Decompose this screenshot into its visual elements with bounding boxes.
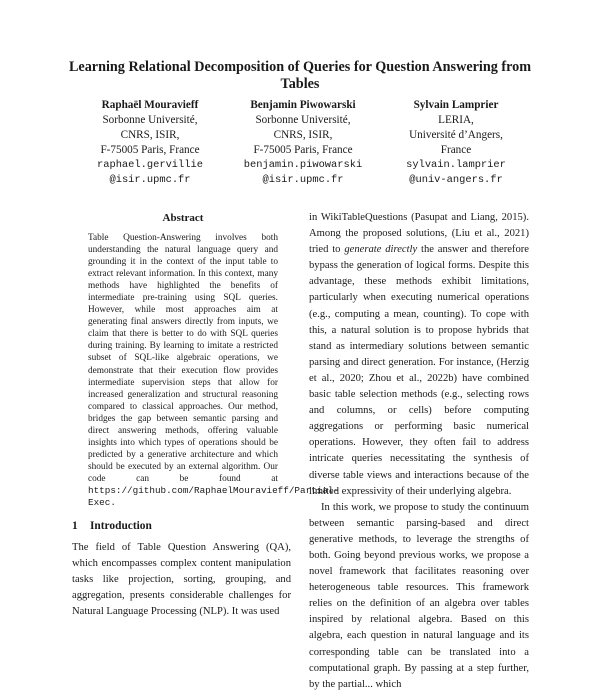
author-affiliation: F-75005 Paris, France	[100, 144, 200, 156]
author-email-domain: @isir.upmc.fr	[262, 174, 344, 186]
abstract-body	[88, 232, 340, 509]
emphasis-text: generate directly	[344, 244, 418, 256]
author-2	[223, 98, 383, 188]
author-name: Raphaël Mouravieff	[101, 99, 199, 111]
text-run: in WikiTableQuestions (Pasupat and Liang, 2015). Among the proposed solutions, (Liu et al., 2021) tried to	[309, 212, 529, 256]
section-heading-introduction	[72, 519, 292, 533]
author-email: benjamin.piwowarski	[243, 159, 363, 171]
abstract-text: Table Question-Answering involves both understanding the natural language query and grounding it in the context of the input table to extract relevant information. In this context, many methods have highlighted the benefits of intermediate pre-training using SQL queries. However, while most approaches aim at generating final answers directly from inputs, we claim that there is better to do with SQL queries during training. By learning to imitate a restricted subset of SQL-like algebraic operations, we demonstrate that their execution flow provides intermediate supervision steps that allow for increased generalization and structural reasoning compared to classical approaches. Our method, bridges the gap between semantic parsing and direct answering methods, offering valuable insights into which types of operations should be predicted by a generative architecture and which should be executed by an external algorithm. Our code can be found at	[88, 233, 278, 484]
author-affiliation: LERIA,	[438, 114, 474, 126]
author-name: Sylvain Lamprier	[413, 99, 499, 111]
author-email: raphael.gervillie	[96, 159, 203, 171]
author-email-domain: @isir.upmc.fr	[109, 174, 191, 186]
author-email: sylvain.lamprier	[406, 159, 506, 171]
section-number: 1	[72, 520, 78, 532]
author-1	[75, 98, 225, 188]
author-name: Benjamin Piwowarski	[250, 99, 356, 111]
paragraph	[309, 210, 529, 500]
author-affiliation: Sorbonne Université,	[255, 114, 351, 126]
text-run: the answer and therefore bypass the generation of logical forms. Despite this advantage, these methods exhibit limitations, particularly when executing numerical operations (e.g., computing a mean, counting). To cope with this, a natural solution is to propose hybrids that stand as intermediary solutions between semantic parsing and direct generation. For instance, (Herzig et al., 2020; Zhou et al., 2022b) have combined basic table selection methods (e.g., selecting rows and columns, or cells) before computing aggregations or performing basic numerical operations. However, they often fail to address intricate queries necessitating the synthesis of diverse table views and interactions because of the limited expressivity of their underlying algebra.	[309, 244, 529, 497]
author-affiliation: France	[440, 144, 472, 156]
author-email-domain: @univ-angers.fr	[409, 174, 503, 186]
paper-title: Learning Relational Decomposition of Queries for Question Answering from Tables	[68, 59, 532, 92]
introduction-paragraph: The field of Table Question Answering (QA), which encompasses complex content manipulation tasks like projection, sorting, grouping, and aggregation, presents considerable challenges for Natural Language Processing (NLP). It was used	[72, 542, 291, 618]
author-affiliation: F-75005 Paris, France	[253, 144, 353, 156]
paragraph: In this work, we propose to study the continuum between semantic parsing-based and direct generative methods, to leverage the strengths of both. Going beyond previous works, we propose a novel framework that facilitates reasoning over heterogeneous table resources. This framework relies on the definition of an algebra over tables inspired by relational algebra. Based on this algebra, each question in natural language and its corresponding table can be translated into a computational graph. By passing at a step further, by the partial... which	[309, 501, 529, 690]
author-affiliation: CNRS, ISIR,	[120, 129, 180, 141]
author-affiliation: Sorbonne Université,	[102, 114, 198, 126]
author-3	[381, 98, 531, 188]
author-affiliation: Université d’Angers,	[409, 129, 503, 141]
code-url-link[interactable]: https://github.com/RaphaelMouravieff/Partial-Exec.	[88, 484, 340, 509]
abstract-heading: Abstract	[162, 212, 204, 224]
author-affiliation: CNRS, ISIR,	[273, 129, 333, 141]
right-column	[309, 210, 529, 693]
section-title: Introduction	[90, 520, 152, 532]
